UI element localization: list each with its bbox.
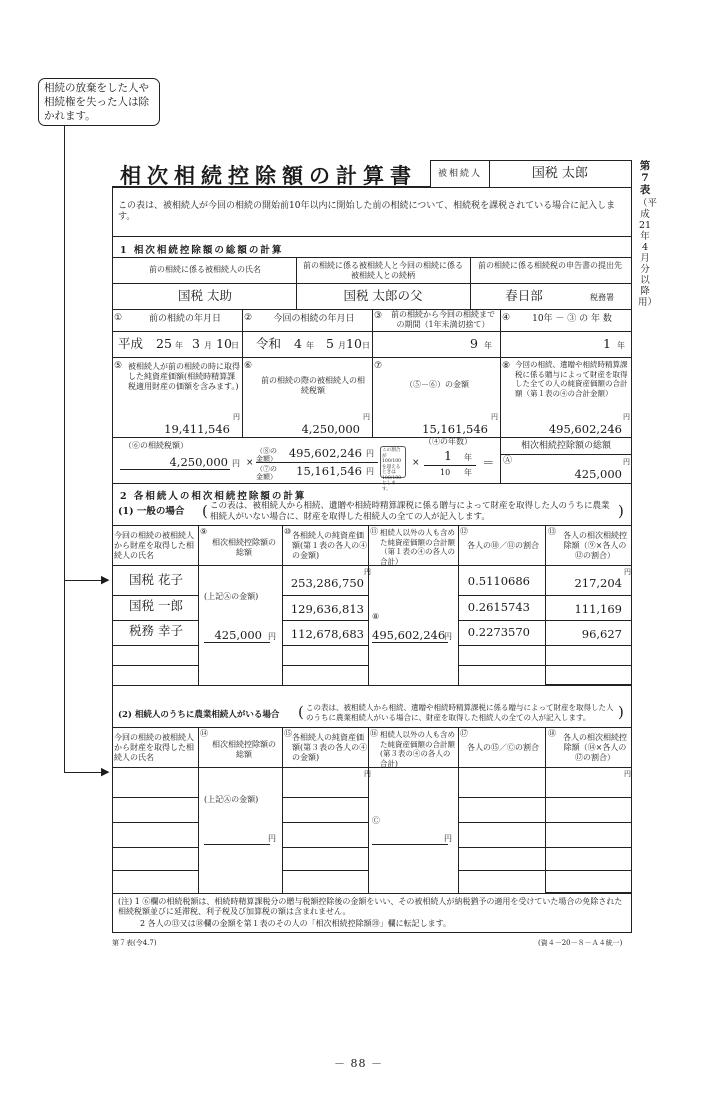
- divider: [112, 870, 198, 871]
- times-icon: ×: [412, 458, 420, 468]
- total-mark: Ⓐ: [503, 456, 513, 466]
- decedent-label: 被相続人: [431, 161, 490, 187]
- prev-decedent-name: 国税 太助: [178, 288, 232, 303]
- arrow-head-upper-icon: ▶: [101, 573, 110, 586]
- c1-label: 前の相続の年月日: [148, 314, 221, 324]
- net-yen: 円: [364, 568, 371, 576]
- divider: [372, 309, 373, 357]
- fraction-line: [424, 465, 476, 466]
- circle-11-label: ⑪: [370, 527, 378, 536]
- divider: [282, 645, 368, 646]
- office-value: 春日部: [505, 288, 543, 303]
- c2-year-unit: 年: [306, 341, 314, 350]
- col9-value: 425,000: [214, 628, 262, 642]
- divider: [458, 595, 632, 596]
- page-number: － 88 －: [334, 1057, 383, 1070]
- total-value: 425,000: [574, 467, 622, 481]
- divider: [458, 525, 459, 685]
- divider: [372, 357, 373, 437]
- c4-label: 10年 － ③ の 年 数: [532, 314, 612, 324]
- bracket-close: ): [618, 502, 624, 520]
- c8-yen: 円: [623, 413, 630, 421]
- callout-note: 相続の放棄をした人や相続権を失った人は除かれます。: [38, 78, 160, 126]
- divider: [282, 620, 368, 621]
- divider: [282, 797, 368, 798]
- divider: [198, 727, 199, 893]
- circle-5-label: ⑤: [114, 361, 123, 371]
- c5-label: 被相続人が前の相続の時に取得した純資産価額(相続時精算課税適用財産の価額を含みます。): [128, 362, 240, 391]
- divider: [112, 331, 632, 332]
- divider: [112, 797, 198, 798]
- circle-7-label: ⑦: [374, 361, 383, 371]
- formula-7-value: 15,161,546: [296, 464, 362, 478]
- divider: [112, 565, 632, 566]
- circle-18-label: ⑱: [548, 729, 556, 738]
- circle-8-label: ⑧: [502, 361, 511, 371]
- formula-yen: 円: [232, 459, 240, 468]
- c3-unit: 年: [484, 341, 492, 350]
- divider: [112, 767, 632, 768]
- fraction-line: [256, 462, 378, 463]
- divider: [458, 870, 632, 871]
- arrow-head-lower-icon: ▶: [101, 765, 110, 778]
- formula-ten-unit: 年: [464, 468, 472, 477]
- divider: [112, 595, 198, 596]
- c2-day-unit: 日: [362, 341, 370, 350]
- divider: [458, 847, 632, 848]
- bracket-open: (: [298, 703, 304, 721]
- divider: [112, 822, 198, 823]
- divider: [282, 870, 368, 871]
- col11-yen: 円: [444, 632, 452, 641]
- formula-8-value: 495,602,246: [288, 446, 362, 460]
- heir-ratio: 0.5110686: [467, 574, 530, 588]
- c1-month-unit: 月: [204, 341, 212, 350]
- divider: [112, 620, 198, 621]
- divider: [500, 357, 501, 437]
- divider: [112, 236, 632, 237]
- section2-title: 2 各相続人の相次相続控除額の計算: [120, 491, 307, 502]
- heir-name: 国税 一郎: [129, 598, 183, 613]
- circle-10-label: ⑩: [284, 527, 292, 536]
- decedent-box: [430, 160, 632, 188]
- circle-1-label: ①: [114, 313, 123, 323]
- divider: [500, 437, 501, 483]
- c2-month-unit: 月: [338, 341, 346, 350]
- sub1-note: この表は、被相続人から相続、遺贈や相続時精算課税に係る贈与によって財産を取得した人のうちに農業相続人がいない場合に、財産を取得した相続人の全ての人が記入します。: [210, 501, 610, 522]
- col9-yen: 円: [268, 632, 276, 641]
- above-a-label: (上記Ⓐの金額): [204, 592, 259, 601]
- above-a-label-2: (上記Ⓐの金額): [204, 795, 259, 804]
- heir-net: 253,286,750: [290, 576, 364, 590]
- h18: 各人の相次相続控除額（⑭×各人の⑰の割合）: [563, 733, 627, 762]
- divider: [458, 797, 632, 798]
- divider: [112, 483, 632, 484]
- circle-14-label: ⑭: [200, 729, 208, 738]
- c1-month: 3: [192, 336, 200, 351]
- divider: [112, 525, 632, 526]
- divider: [545, 727, 546, 893]
- formula-tax-value: 4,250,000: [169, 455, 228, 469]
- divider: [112, 257, 632, 258]
- h9: 相次相続控除額の総額: [212, 538, 276, 557]
- divider: [545, 525, 546, 685]
- col14-yen: 円: [268, 834, 276, 843]
- divider: [112, 283, 632, 284]
- divider: [282, 665, 368, 666]
- c2-era: 令和: [256, 336, 282, 351]
- divider: [112, 437, 632, 438]
- total-yen: 円: [623, 458, 630, 466]
- underline: [120, 469, 230, 470]
- heir-net: 112,678,683: [290, 627, 364, 641]
- c8-value: 495,602,246: [548, 422, 622, 436]
- c1-era: 平成: [118, 336, 144, 351]
- c2-day: 10: [346, 336, 362, 351]
- circle-15-label: ⑮: [284, 729, 292, 738]
- heir-deduction: 111,169: [574, 602, 622, 616]
- divider: [500, 454, 632, 455]
- h12: 各人の⑩／⑪の割合: [467, 541, 539, 550]
- formula-tax-label: （⑥の相続税額）: [124, 441, 188, 450]
- divider: [112, 893, 632, 894]
- note-1: (注) 1 ⑥欄の相続税額は、相続時精算課税分の贈与税額控除後の金額をいい、その被相続人が納税猶予の適用を受けていた場合の免除された相続税額並びに延滞税、利子税及び加算税の額は含まれません。: [118, 897, 623, 916]
- formula-8-label: （⑧の金額）: [256, 447, 277, 463]
- divider: [282, 822, 368, 823]
- col-office-header: 前の相続に係る相続税の申告書の提出先: [478, 261, 622, 270]
- bracket-open: (: [202, 502, 208, 520]
- times-icon: ×: [246, 458, 254, 468]
- side-form-note: （平成21年4月分以降用）: [638, 198, 658, 308]
- side-label: [638, 160, 658, 308]
- divider: [242, 357, 243, 437]
- intro-text: この表は、被相続人が今回の相続の開始前10年以内に開始した前の相続について、相続税を課税されている場合に記入します。: [118, 201, 616, 222]
- footer-right: (資４－20－８－Ａ４統一): [538, 939, 623, 947]
- divider: [458, 665, 632, 666]
- underline: [372, 642, 448, 643]
- divider: [368, 727, 369, 893]
- divider: [112, 665, 198, 666]
- h15: 各相続人の純資産価額(第３表の各人の④の金額): [292, 733, 368, 762]
- heir-net: 129,636,813: [290, 602, 364, 616]
- c5-value: 19,411,546: [164, 422, 230, 436]
- bracket-close: ): [618, 703, 624, 721]
- sub1-label: (1) 一般の場合: [118, 506, 185, 517]
- col16-yen: 円: [444, 834, 452, 843]
- formula-7-label: （⑦の金額）: [256, 465, 277, 481]
- c3-value: 9: [470, 336, 478, 351]
- h14: 相次相続控除額の総額: [212, 740, 276, 759]
- c1-year-unit: 年: [175, 341, 183, 350]
- divider: [458, 645, 632, 646]
- c7-value: 15,161,546: [422, 422, 488, 436]
- divider: [282, 595, 368, 596]
- connector-line: [64, 126, 65, 772]
- footer-left: 第７表(令4.7): [112, 939, 157, 947]
- divider: [112, 645, 198, 646]
- formula-years-value: 1: [444, 448, 452, 463]
- circle-4-label: ④: [502, 313, 511, 323]
- h-name: 今回の相続の被相続人から財産を取得した相続人の氏名: [114, 531, 194, 560]
- circle-2-label: ②: [244, 313, 253, 323]
- heir-name: 国税 花子: [129, 572, 183, 587]
- c2-year: 4: [294, 336, 302, 351]
- side-form-number: 第7表: [639, 160, 651, 196]
- col11-value: 495,602,246: [372, 628, 446, 642]
- heir-deduction: 96,627: [581, 627, 622, 641]
- heir-ratio: 0.2615743: [467, 600, 530, 614]
- formula-8-yen: 円: [366, 449, 374, 458]
- h13: 各人の相次相続控除額（⑨×各人の⑫の割合）: [563, 531, 627, 560]
- formula-years-label: （④の年数）: [424, 437, 472, 446]
- c1-day: 10: [216, 336, 232, 351]
- divider: [112, 727, 632, 728]
- underline: [204, 844, 270, 845]
- divider: [282, 847, 368, 848]
- c3-label: 前の相続から今回の相続までの期間（1年未満切捨て）: [391, 310, 495, 329]
- section1-title: 1 相次相続控除額の総額の計算: [120, 245, 284, 256]
- heir-deduction: 217,204: [574, 576, 622, 590]
- heir-name: 税務 幸子: [129, 623, 183, 638]
- col-relation-header: 前の相続に係る被相続人と今回の相続に係る被相続人との続柄: [303, 261, 463, 280]
- circle-8-ref: ⑧: [372, 612, 380, 621]
- sub2-note: この表は、被相続人から相続、遺贈や相続時精算課税に係る贈与によって財産を取得した人のうちに農業相続人がいる場合に、財産を取得した相続人の全ての人が記入します。: [306, 703, 614, 722]
- deduction2-yen: 円: [624, 770, 631, 778]
- total-label: 相次相続控除額の総額: [520, 441, 611, 451]
- divider: [458, 620, 632, 621]
- circle-16-label: ⑯: [370, 729, 378, 738]
- divider: [368, 525, 369, 685]
- relation-value: 国税 太郎の父: [343, 288, 423, 303]
- c1-year: 25: [156, 336, 172, 351]
- c7-yen: 円: [491, 413, 498, 421]
- c8-label: 今回の相続、遺贈や相続時精算課税に係る贈与によって財産を取得した全ての人の純資産価額の合計額（第１表の④の合計金額）: [515, 360, 628, 398]
- divider: [458, 727, 459, 893]
- c4-unit: 年: [617, 341, 625, 350]
- c2-label: 今回の相続の年月日: [273, 314, 355, 324]
- circle-c-ref: Ⓒ: [372, 816, 380, 825]
- circle-17-label: ⑰: [460, 729, 468, 738]
- divider: [242, 309, 243, 357]
- c6-yen: 円: [363, 413, 370, 421]
- divider: [282, 727, 283, 893]
- circle-9-label: ⑨: [200, 527, 208, 536]
- underline: [372, 844, 448, 845]
- h17: 各人の⑮／Ⓒの割合: [467, 743, 539, 752]
- c6-label: 前の相続の際の被相続人の相続税額: [261, 376, 365, 395]
- divider: [282, 525, 283, 685]
- note-2: 2 各人の⑬又は⑱欄の金額を第１表のその人の「相次相続控除額⑳」欄に転記します。: [140, 919, 451, 928]
- h10: 各相続人の純資産価額(第１表の各人の④の金額): [292, 531, 368, 560]
- c6-value: 4,250,000: [301, 422, 360, 436]
- divider: [458, 822, 632, 823]
- formula-7-yen: 円: [366, 467, 374, 476]
- c7-label: （⑤－⑥）の金額: [405, 380, 469, 389]
- sub2-label: (2) 相続人のうちに農業相続人がいる場合: [118, 710, 280, 720]
- circle-12-label: ⑫: [460, 527, 468, 536]
- circle-6-label: ⑥: [244, 361, 253, 371]
- decedent-name: 国税 太郎: [531, 166, 589, 181]
- divider: [112, 847, 198, 848]
- office-suffix: 税務署: [590, 293, 614, 302]
- col-prev-decedent-header: 前の相続に係る被相続人の氏名: [149, 265, 261, 274]
- equals-icon: ＝: [482, 455, 495, 470]
- c4-value: 1: [603, 336, 611, 351]
- divider: [112, 685, 632, 686]
- deduction-yen: 円: [624, 568, 631, 576]
- c5-yen: 円: [233, 413, 240, 421]
- formula-note: この割合が100/100を超えるときは100/100とします。: [380, 446, 406, 478]
- heir-ratio: 0.2273570: [467, 625, 530, 639]
- divider: [500, 309, 501, 357]
- circle-3-label: ③: [374, 311, 383, 321]
- divider: [198, 525, 199, 685]
- net2-yen: 円: [364, 770, 371, 778]
- circle-13-label: ⑬: [548, 527, 556, 536]
- h16: 相続人以外の人も含めた純資産価額の合計額(第３表の④の各人の合計): [380, 730, 455, 768]
- page-title: 相次相続控除額の計算書: [120, 163, 417, 188]
- underline: [204, 642, 270, 643]
- h-name-2: 今回の相続の被相続人から財産を取得した相続人の氏名: [114, 733, 194, 762]
- formula-ten: 10: [440, 468, 451, 477]
- h11: 相続人以外の人も含めた純資産価額の合計額（第１表の④の各人の合計）: [380, 528, 455, 566]
- formula-years-unit: 年: [464, 453, 472, 462]
- c2-month: 5: [326, 336, 334, 351]
- c1-day-unit: 日: [231, 341, 239, 350]
